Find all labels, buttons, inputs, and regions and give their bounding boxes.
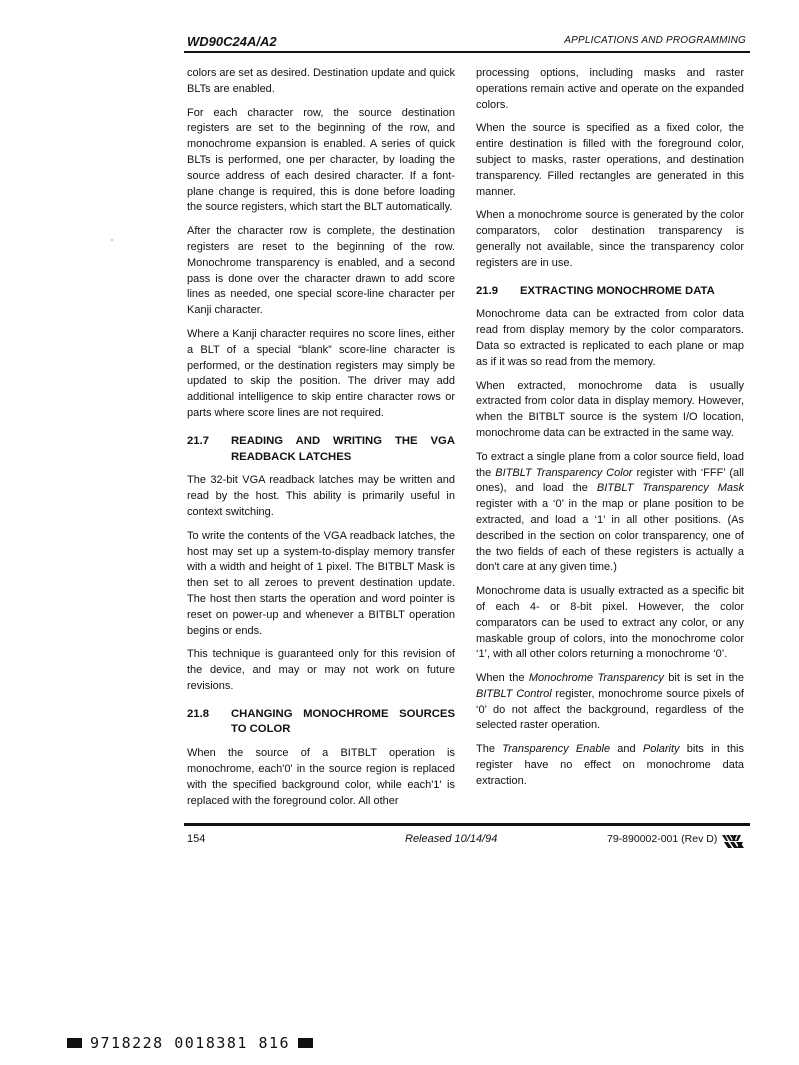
paragraph: The 32-bit VGA readback latches may be written and read by the host. This ability is primarily useful in context switching. bbox=[187, 474, 455, 518]
text-run: register with a ‘0’ in the map or plane position to be extracted, and load a ‘1’ in all other positions. (As described in the section on color transparency, one of the two fields of each of these registers is actually a don't care at any given time.) bbox=[476, 498, 744, 574]
text-run: bit is set in the bbox=[663, 672, 745, 685]
barcode bbox=[67, 1034, 313, 1052]
barcode-block bbox=[298, 1038, 313, 1048]
section-heading-21-7 bbox=[187, 434, 455, 466]
bit-name: Polarity bbox=[642, 743, 680, 756]
footer-rule bbox=[184, 823, 750, 826]
paragraph bbox=[476, 671, 744, 734]
register-name: BITBLT Transparency Color bbox=[495, 466, 633, 479]
section-heading-21-8 bbox=[187, 707, 455, 739]
paragraph: When a monochrome source is generated by the color comparators, color destination transparency is generally not available, since the transparency color registers are in use. bbox=[476, 209, 744, 269]
paragraph: To write the contents of the VGA readback latches, the host may set up a system-to-display memory transfer with a width and height of 1 pixel. The BITBLT Mask is then set to all zeroes to prevent destination update. The host then starts the operation and word pointer is reset on power-up and whenever a BITBLT operation begins or ends. bbox=[187, 529, 455, 637]
text-run: To extract a single plane from a color source field, load the bbox=[476, 450, 744, 479]
paragraph: When the source of a BITBLT operation is monochrome, each'0' in the source region is replaced with the specified background color, while each'1' is replaced with the foreground color. All other bbox=[187, 747, 455, 807]
section-title: EXTRACTING MONOCHROME DATA bbox=[520, 284, 715, 297]
register-name: BITBLT Transparency Mask bbox=[596, 482, 744, 495]
text-run: bits in this register have no effect on monochrome data extraction. bbox=[476, 743, 745, 787]
section-heading-21-9 bbox=[476, 284, 744, 300]
paragraph: For each character row, the source destination registers are set to the beginning of the row, and monochrome expansion is enabled. A series of quick BLTs is performed, one per character, by loading the source address of each desired character. If a font-plane change is required, this is done before loading the source registers, which start the BLT automatically. bbox=[187, 106, 455, 214]
paragraph: Monochrome data is usually extracted as a specific bit of each 4- or 8-bit pixel. However, the color comparators can be used to extract any color, or any maskable group of colors, into the monochrome color ‘1’, with all other colors returning a monochrome ‘0’. bbox=[476, 585, 744, 661]
paragraph: When extracted, monochrome data is usually extracted from color data in display memory. However, when the BITBLT source is the system I/O location, monochrome data can be extracted in the same way. bbox=[476, 379, 744, 439]
wd-logo-icon bbox=[722, 833, 744, 849]
text-run: The bbox=[476, 743, 503, 756]
barcode-block bbox=[67, 1038, 82, 1048]
text-run: register, monochrome source pixels of ‘0’ do not affect the background, regardless of the selected raster operation. bbox=[476, 687, 744, 732]
right-column bbox=[476, 66, 744, 798]
page-number: 154 bbox=[187, 833, 206, 845]
bit-name: Transparency Enable bbox=[502, 743, 611, 756]
section-title: CHANGING MONOCHROME SOURCES TO COLOR bbox=[231, 707, 455, 736]
release-date: Released 10/14/94 bbox=[405, 833, 498, 845]
paragraph bbox=[476, 742, 744, 789]
section-header: APPLICATIONS AND PROGRAMMING bbox=[564, 35, 746, 46]
section-number: 21.9 bbox=[476, 284, 498, 297]
document-number: 79-890002-001 (Rev D) bbox=[607, 833, 718, 845]
bit-name: Monochrome Transparency bbox=[528, 672, 664, 685]
paragraph: Monochrome data can be extracted from color data read from display memory by the color comparators. Data so extracted is replicated to each plane or map as if it was so read from the memory. bbox=[476, 308, 744, 368]
text-run: and bbox=[610, 743, 643, 756]
document-title: WD90C24A/A2 bbox=[187, 34, 277, 49]
paragraph: Where a Kanji character requires no score lines, either a BLT of a special “blank” score-line character is performed, or the destination registers may simply be updated to skip the position. The driver may add additional intelligence to skip entire character rows or parts where score lines are not required. bbox=[187, 327, 455, 419]
header-rule bbox=[184, 51, 750, 53]
section-number: 21.8 bbox=[187, 707, 209, 720]
paragraph: processing options, including masks and raster operations remain active and operate on the expanded colors. bbox=[476, 67, 744, 111]
section-title: READING AND WRITING THE VGA READBACK LATCHES bbox=[231, 434, 455, 463]
register-name: BITBLT Control bbox=[476, 687, 552, 700]
scan-speck bbox=[111, 239, 113, 241]
paragraph bbox=[476, 450, 744, 576]
text-run: register with ‘FFF’ (all ones), and load the bbox=[476, 466, 744, 495]
paragraph: When the source is specified as a fixed color, the entire destination is filled with the foreground color, subject to masks, raster operations, and destination transparency. Filled rectangles are generated in this manner. bbox=[476, 122, 744, 198]
text-run: When the bbox=[476, 672, 529, 685]
section-number: 21.7 bbox=[187, 434, 209, 447]
paragraph: colors are set as desired. Destination update and quick BLTs are enabled. bbox=[187, 67, 455, 95]
paragraph: After the character row is complete, the destination registers are reset to the beginning of the row. Monochrome transparency is enabled, and a second pass is done over the character drawn to add score lines as needed, one special score-line character per Kanji character. bbox=[187, 225, 455, 317]
barcode-text: 9718228 0018381 816 bbox=[90, 1034, 291, 1052]
paragraph: This technique is guaranteed only for this revision of the device, and may or may not work on future revisions. bbox=[187, 648, 455, 692]
left-column bbox=[187, 66, 455, 817]
